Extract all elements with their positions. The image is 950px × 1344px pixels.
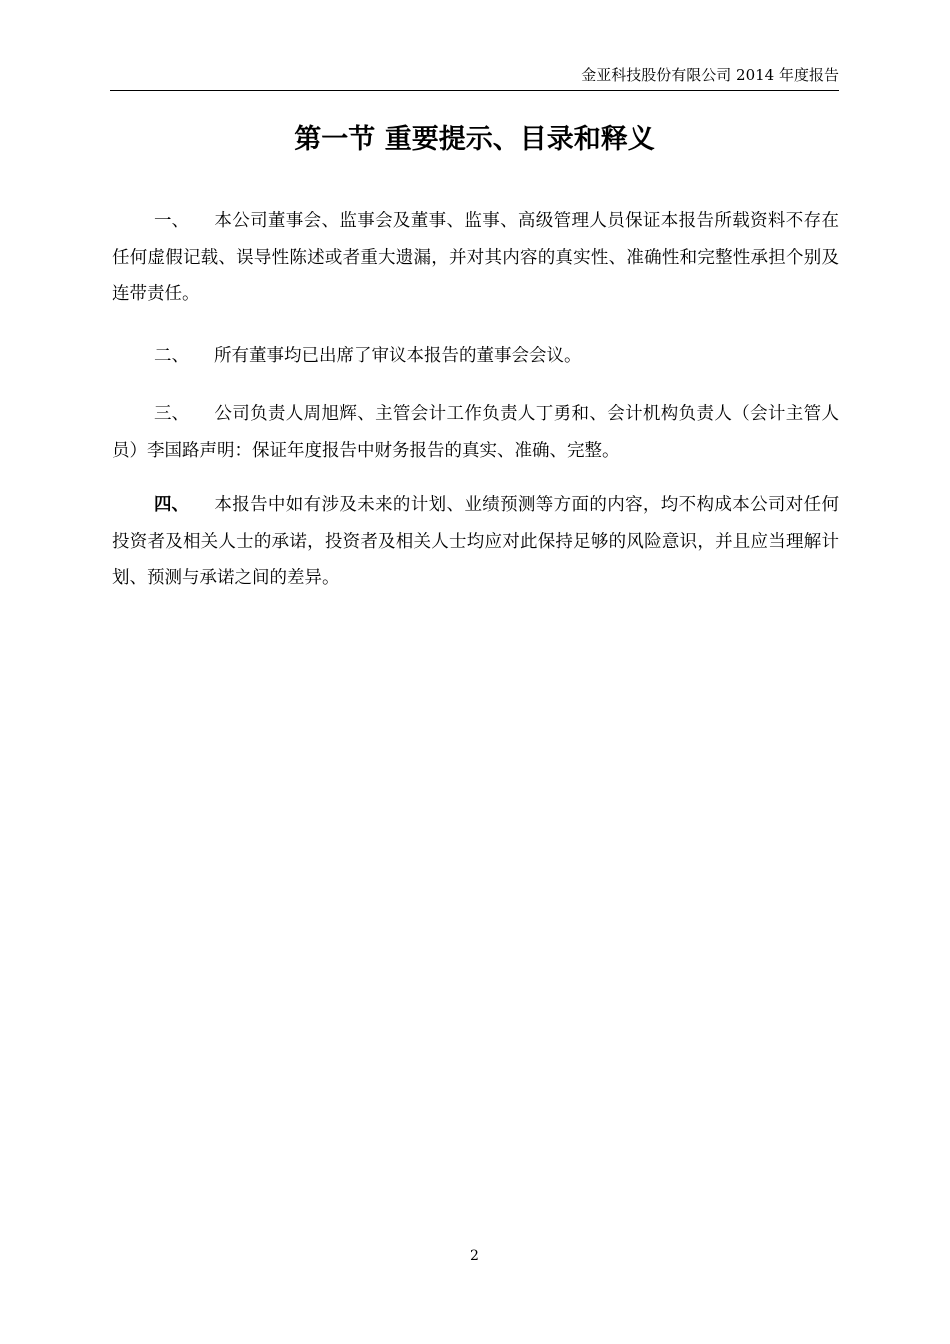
paragraph-text: 本报告中如有涉及未来的计划、业绩预测等方面的内容，均不构成本公司对任何投资者及相关人士的承诺，投资者及相关人士均应对此保持足够的风险意识，并且应当理解计划、预测与承诺之间的差异。: [112, 495, 839, 588]
paragraph-number: 三、: [154, 404, 189, 424]
paragraph-text: 本公司董事会、监事会及董事、监事、高级管理人员保证本报告所载资料不存在任何虚假记载、误导性陈述或者重大遗漏，并对其内容的真实性、准确性和完整性承担个别及连带责任。: [112, 211, 839, 304]
page-header: [110, 64, 839, 91]
paragraph-text: 公司负责人周旭辉、主管会计工作负责人丁勇和、会计机构负责人（会计主管人员）李国路声明：保证年度报告中财务报告的真实、准确、完整。: [112, 404, 839, 461]
header-text: 金亚科技股份有限公司 2014 年度报告: [581, 66, 839, 84]
notice-paragraph-2: [112, 338, 839, 375]
paragraph-text: 所有董事均已出席了审议本报告的董事会会议。: [214, 346, 582, 366]
page-number: 2: [470, 1248, 479, 1264]
paragraph-number: 一、: [154, 211, 189, 231]
paragraph-number: 二、: [154, 346, 189, 366]
section-title: 第一节 重要提示、目录和释义: [294, 124, 655, 155]
notice-paragraph-4: [112, 487, 839, 597]
notice-paragraph-1: [112, 203, 839, 313]
paragraph-number: 四、: [154, 495, 189, 515]
notice-paragraph-3: [112, 396, 839, 469]
